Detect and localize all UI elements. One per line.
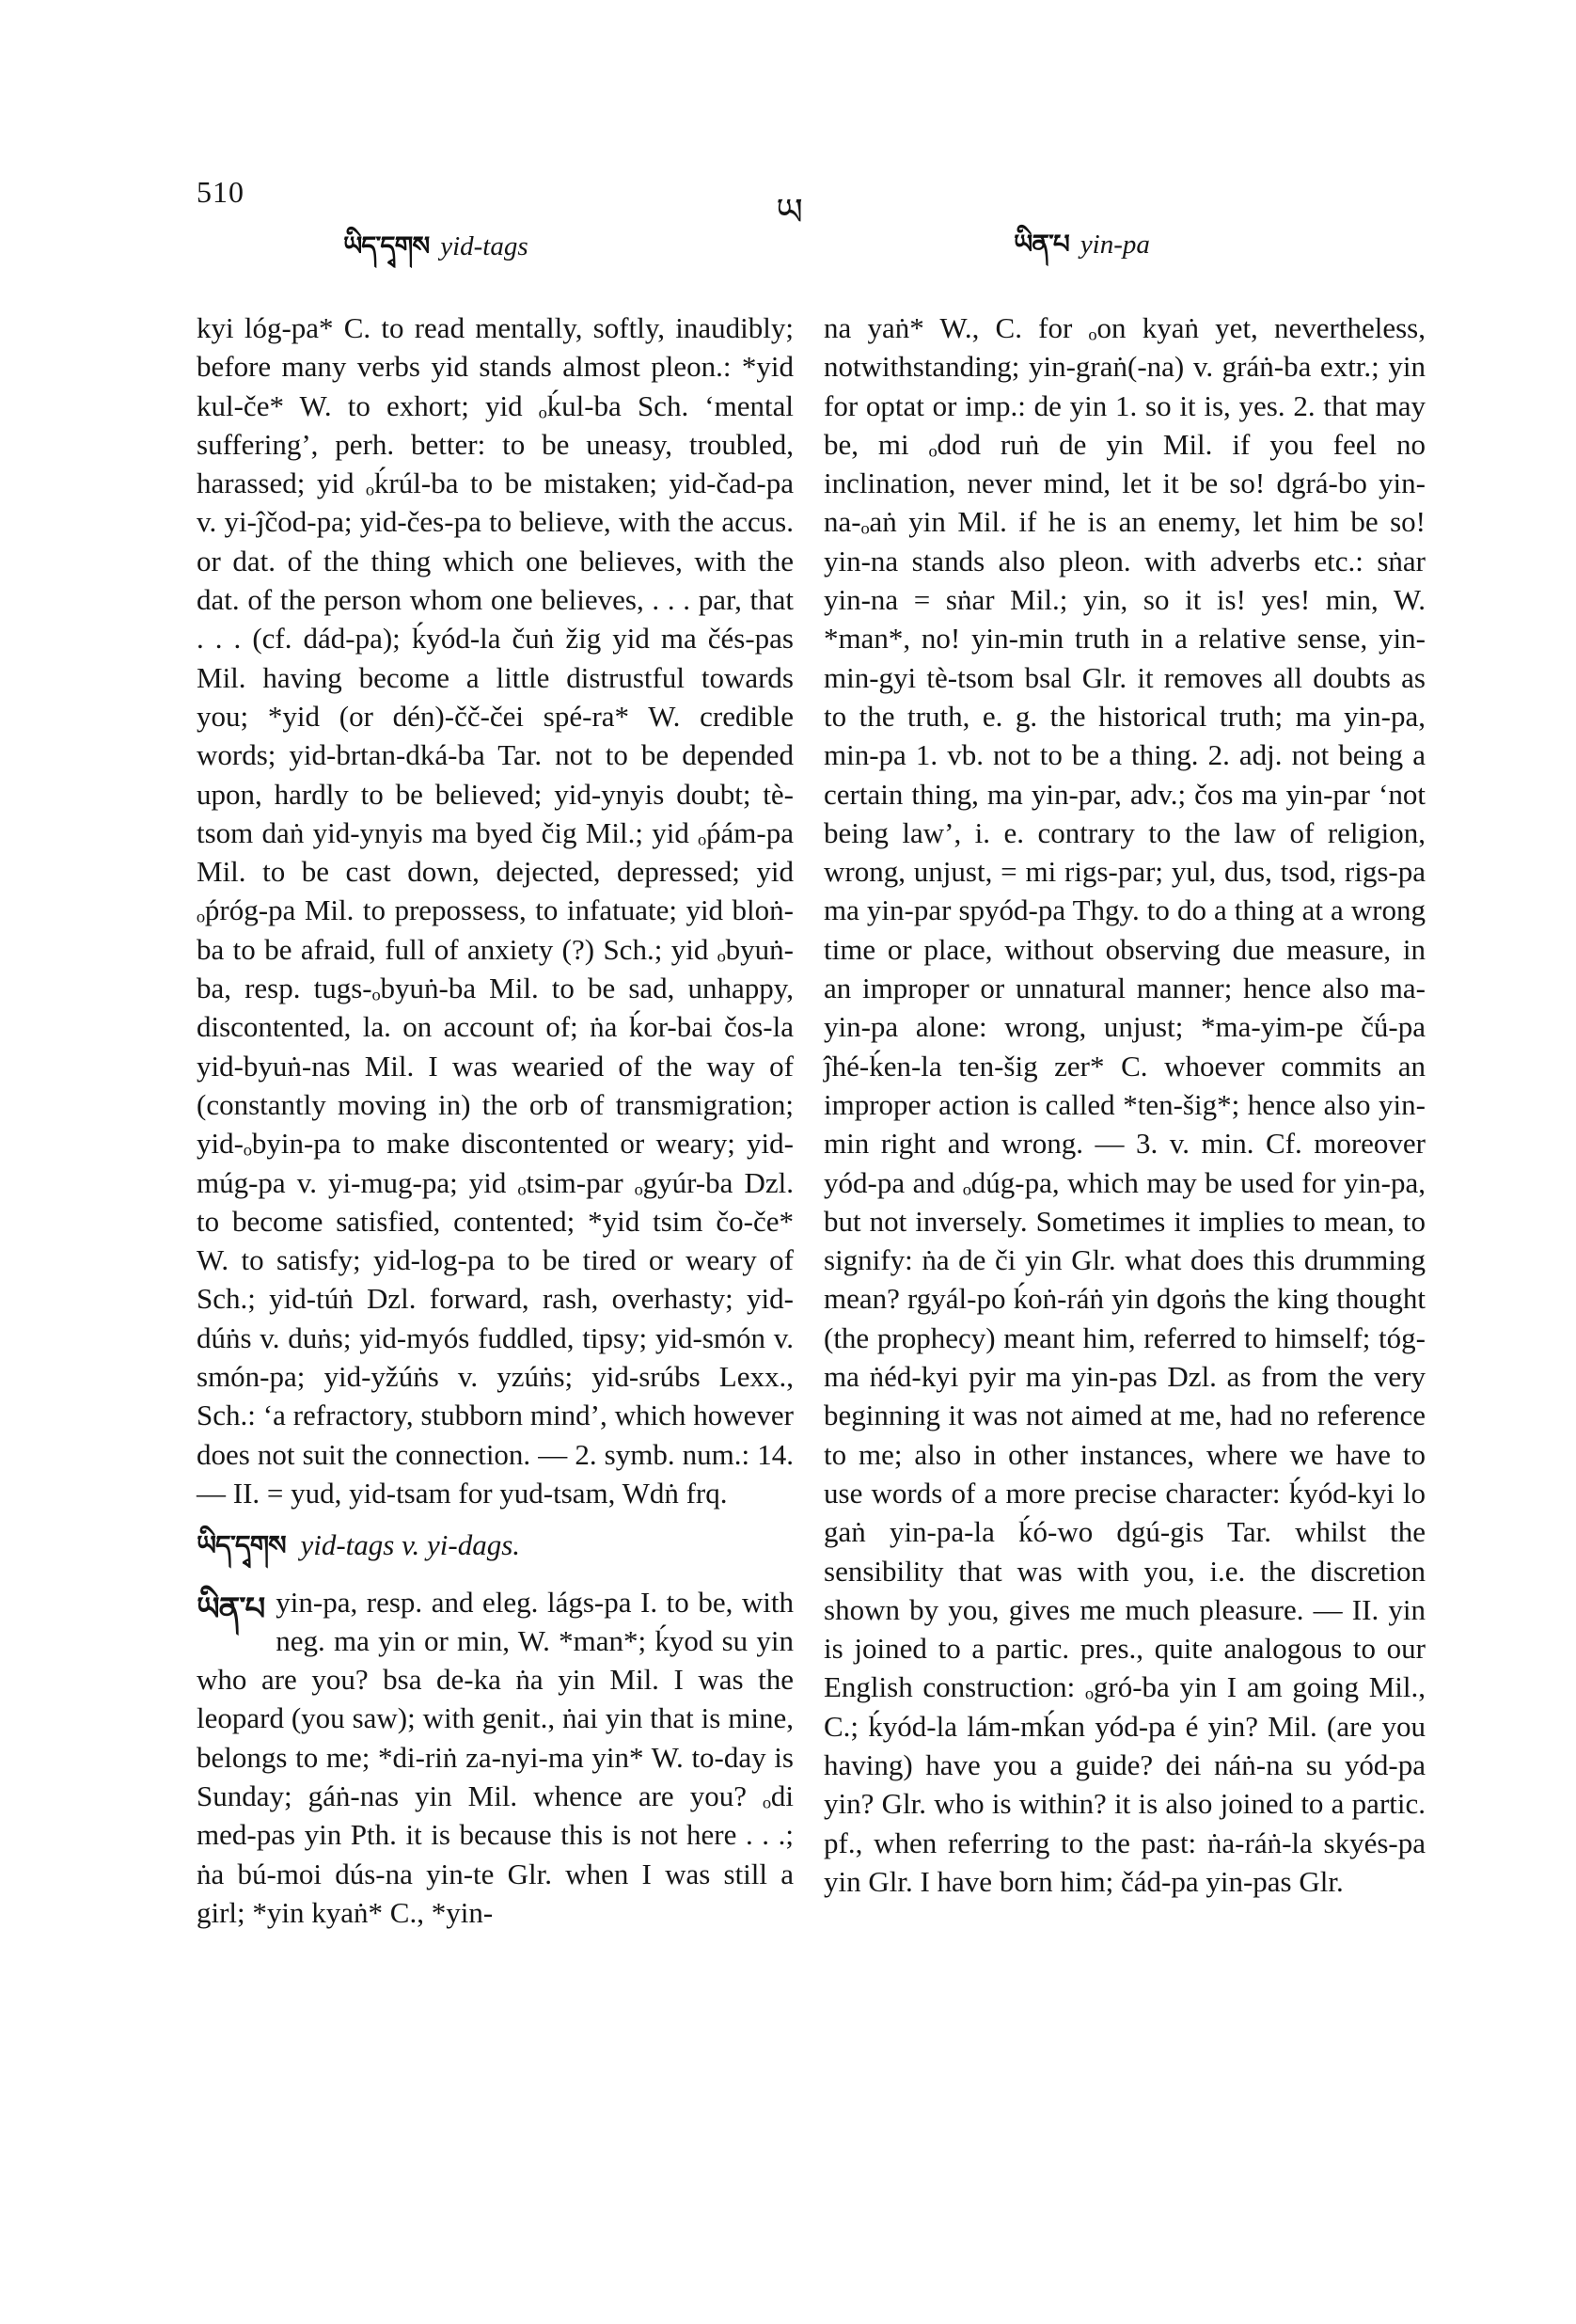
- left-column: [197, 308, 794, 1945]
- running-head-right-roman: yin-pa: [1080, 229, 1150, 260]
- entry-yin-pa: [197, 1583, 794, 1933]
- page-number: 510: [197, 175, 244, 209]
- entry-yin-pa-text: yin-pa, resp. and eleg. lágs-pa I. to be, with neg. ma yin or min, W. *man*; ḱyod su yin who are you? bsa de-ka ṅa yin Mil. I was the leopard (you saw); with genit., ṅai yin that is mine, belongs to me; *di-riṅ za-nyi-ma yin* W. to-day is Sunday; gáṅ-nas yin Mil. whence are you? ₒdi med-pas yin Pth. it is because this is not here . . .; ṅa bú-moi dús-na yin-te Glr. when I was still a girl; *yin kyaṅ* C., *yin-: [197, 1585, 794, 1929]
- running-head-left: [343, 216, 528, 291]
- entry-yin-pa-tibetan: ཡིན་པ: [197, 1589, 265, 1628]
- running-head-right-tibetan: ཡིན་པ: [1014, 229, 1069, 260]
- entry-yid-tags-text: yid-tags v. yi-dags.: [300, 1528, 521, 1562]
- right-column: [824, 308, 1426, 1914]
- entry-yin-pa-continued: na yaṅ* W., C. for ₒon kyaṅ yet, nevertheless, notwithstanding; yin-graṅ(-na) v. gráṅ-ba extr.; yin for optat or imp.: de yin 1. so it is, yes. 2. that may be, mi ₒdod ruṅ de yin Mil. if you feel no inclination, never mind, let it be so! dgrá-bo yin-na-ₒaṅ yin Mil. if he is an enemy, let him be so! yin-na stands also pleon. with adverbs etc.: sṅar yin-na = sṅar Mil.; yin, so it is! yes! min, W. *man*, no! yin-min truth in a relative sense, yin-min-gyi tè-tsom bsal Glr. it removes all doubts as to the truth, e. g. the historical truth; ma yin-pa, min-pa 1. vb. not to be a thing. 2. adj. not being a certain thing, ma yin-par, adv.; čos ma yin-par ‘not being law’, i. e. contrary to the law of religion, wrong, unjust, = mi rigs-par; yul, dus, tsod, rigs-pa ma yin-par spyód-pa Thgy. to do a thing at a wrong time or place, without observing due measure, in an improper or unnatural manner; hence also ma-yin-pa alone: wrong, unjust; *ma-yim-pe čǘ-pa ĵhé-ḱen-la ten-šig zer* C. whoever commits an improper action is called *ten-šig*; hence also yin-min right and wrong. — 3. v. min. Cf. moreover yód-pa and ₒdúg-pa, which may be used for yin-pa, but not inversely. Sometimes it implies to mean, to signify: ṅa de či yin Glr. what does this drumming mean? rgyál-po ḱoṅ-ráṅ yin dgoṅs the king thought (the prophecy) meant him, referred to himself; tóg-ma ṅéd-kyi pyir ma yin-pas Dzl. as from the very beginning it was not aimed at me, had no reference to me; also in other instances, where we have to use words of a more precise character: ḱyód-kyi lo gaṅ yin-pa-la ḱó-wo dgú-gis Tar. whilst the sensibility that was with you, i.e. the discretion shown by you, gives me much pleasure. — II. yin is joined to a partic. pres., quite analogous to our English construction: ₒgró-ba yin I am going Mil., C.; ḱyód-la lám-mḱan yód-pa é yin? Mil. (are you having) have you a guide? dei náṅ-na su yód-pa yin? Glr. who is within? it is also joined to a partic. pf., when referring to the past: ṅa-ráṅ-la skyés-pa yin Glr. I have born him; čád-pa yin-pas Glr.: [824, 311, 1426, 1898]
- running-head-right: [1014, 214, 1150, 289]
- section-letter: ཡ: [776, 191, 803, 233]
- entry-yid-tags-tibetan: ཡིད་དྭགས: [197, 1529, 286, 1562]
- running-head-left-roman: yid-tags: [440, 231, 528, 261]
- running-head-left-tibetan: ཡིད་དྭགས: [343, 230, 430, 261]
- entry-yid-tags: [197, 1526, 794, 1565]
- entry-continuation: kyi lóg-pa* C. to read mentally, softly, inaudibly; before many verbs yid stands almost pleon.: *yid kul-če* W. to exhort; yid ₒḱul-ba Sch. ‘mental suffering’, perh. better: to be uneasy, troubled, harassed; yid ₒḱrúl-ba to be mistaken; yid-čad-pa v. yi-ĵčod-pa; yid-čes-pa to believe, with the accus. or dat. of the thing which one believes, with the dat. of the person whom one believes, . . . par, that . . . (cf. dád-pa); ḱyód-la čuṅ žig yid ma čés-pas Mil. having become a little distrustful towards you; *yid (or dén)-čč-čei spé-ra* W. credible words; yid-brtan-dká-ba Tar. not to be depended upon, hardly to be believed; yid-ynyis doubt; tè-tsom daṅ yid-ynyis ma byed čig Mil.; yid ₒṕám-pa Mil. to be cast down, dejected, depressed; yid ₒṕróg-pa Mil. to prepossess, to infatuate; yid bloṅ-ba to be afraid, full of anxiety (?) Sch.; yid ₒbyuṅ-ba, resp. tugs-ₒbyuṅ-ba Mil. to be sad, unhappy, discontented, la. on account of; ṅa ḱor-bai čos-la yid-byuṅ-nas Mil. I was wearied of the way of (constantly moving in) the orb of transmigration; yid-ₒbyin-pa to make discontented or weary; yid-múg-pa v. yi-mug-pa; yid ₒtsim-par ₒgyúr-ba Dzl. to become satisfied, contented; *yid tsim čo-če* W. to satisfy; yid-log-pa to be tired or weary of Sch.; yid-túṅ Dzl. forward, rash, overhasty; yid-dúṅs v. duṅs; yid-myós fuddled, tipsy; yid-smón v. smón-pa; yid-yžúṅs v. yzúṅs; yid-srúbs Lexx., Sch.: ‘a refractory, stubborn mind’, which however does not suit the connection. — 2. symb. num.: 14. — II. = yud, yid-tsam for yud-tsam, Wdṅ frq.: [197, 311, 794, 1510]
